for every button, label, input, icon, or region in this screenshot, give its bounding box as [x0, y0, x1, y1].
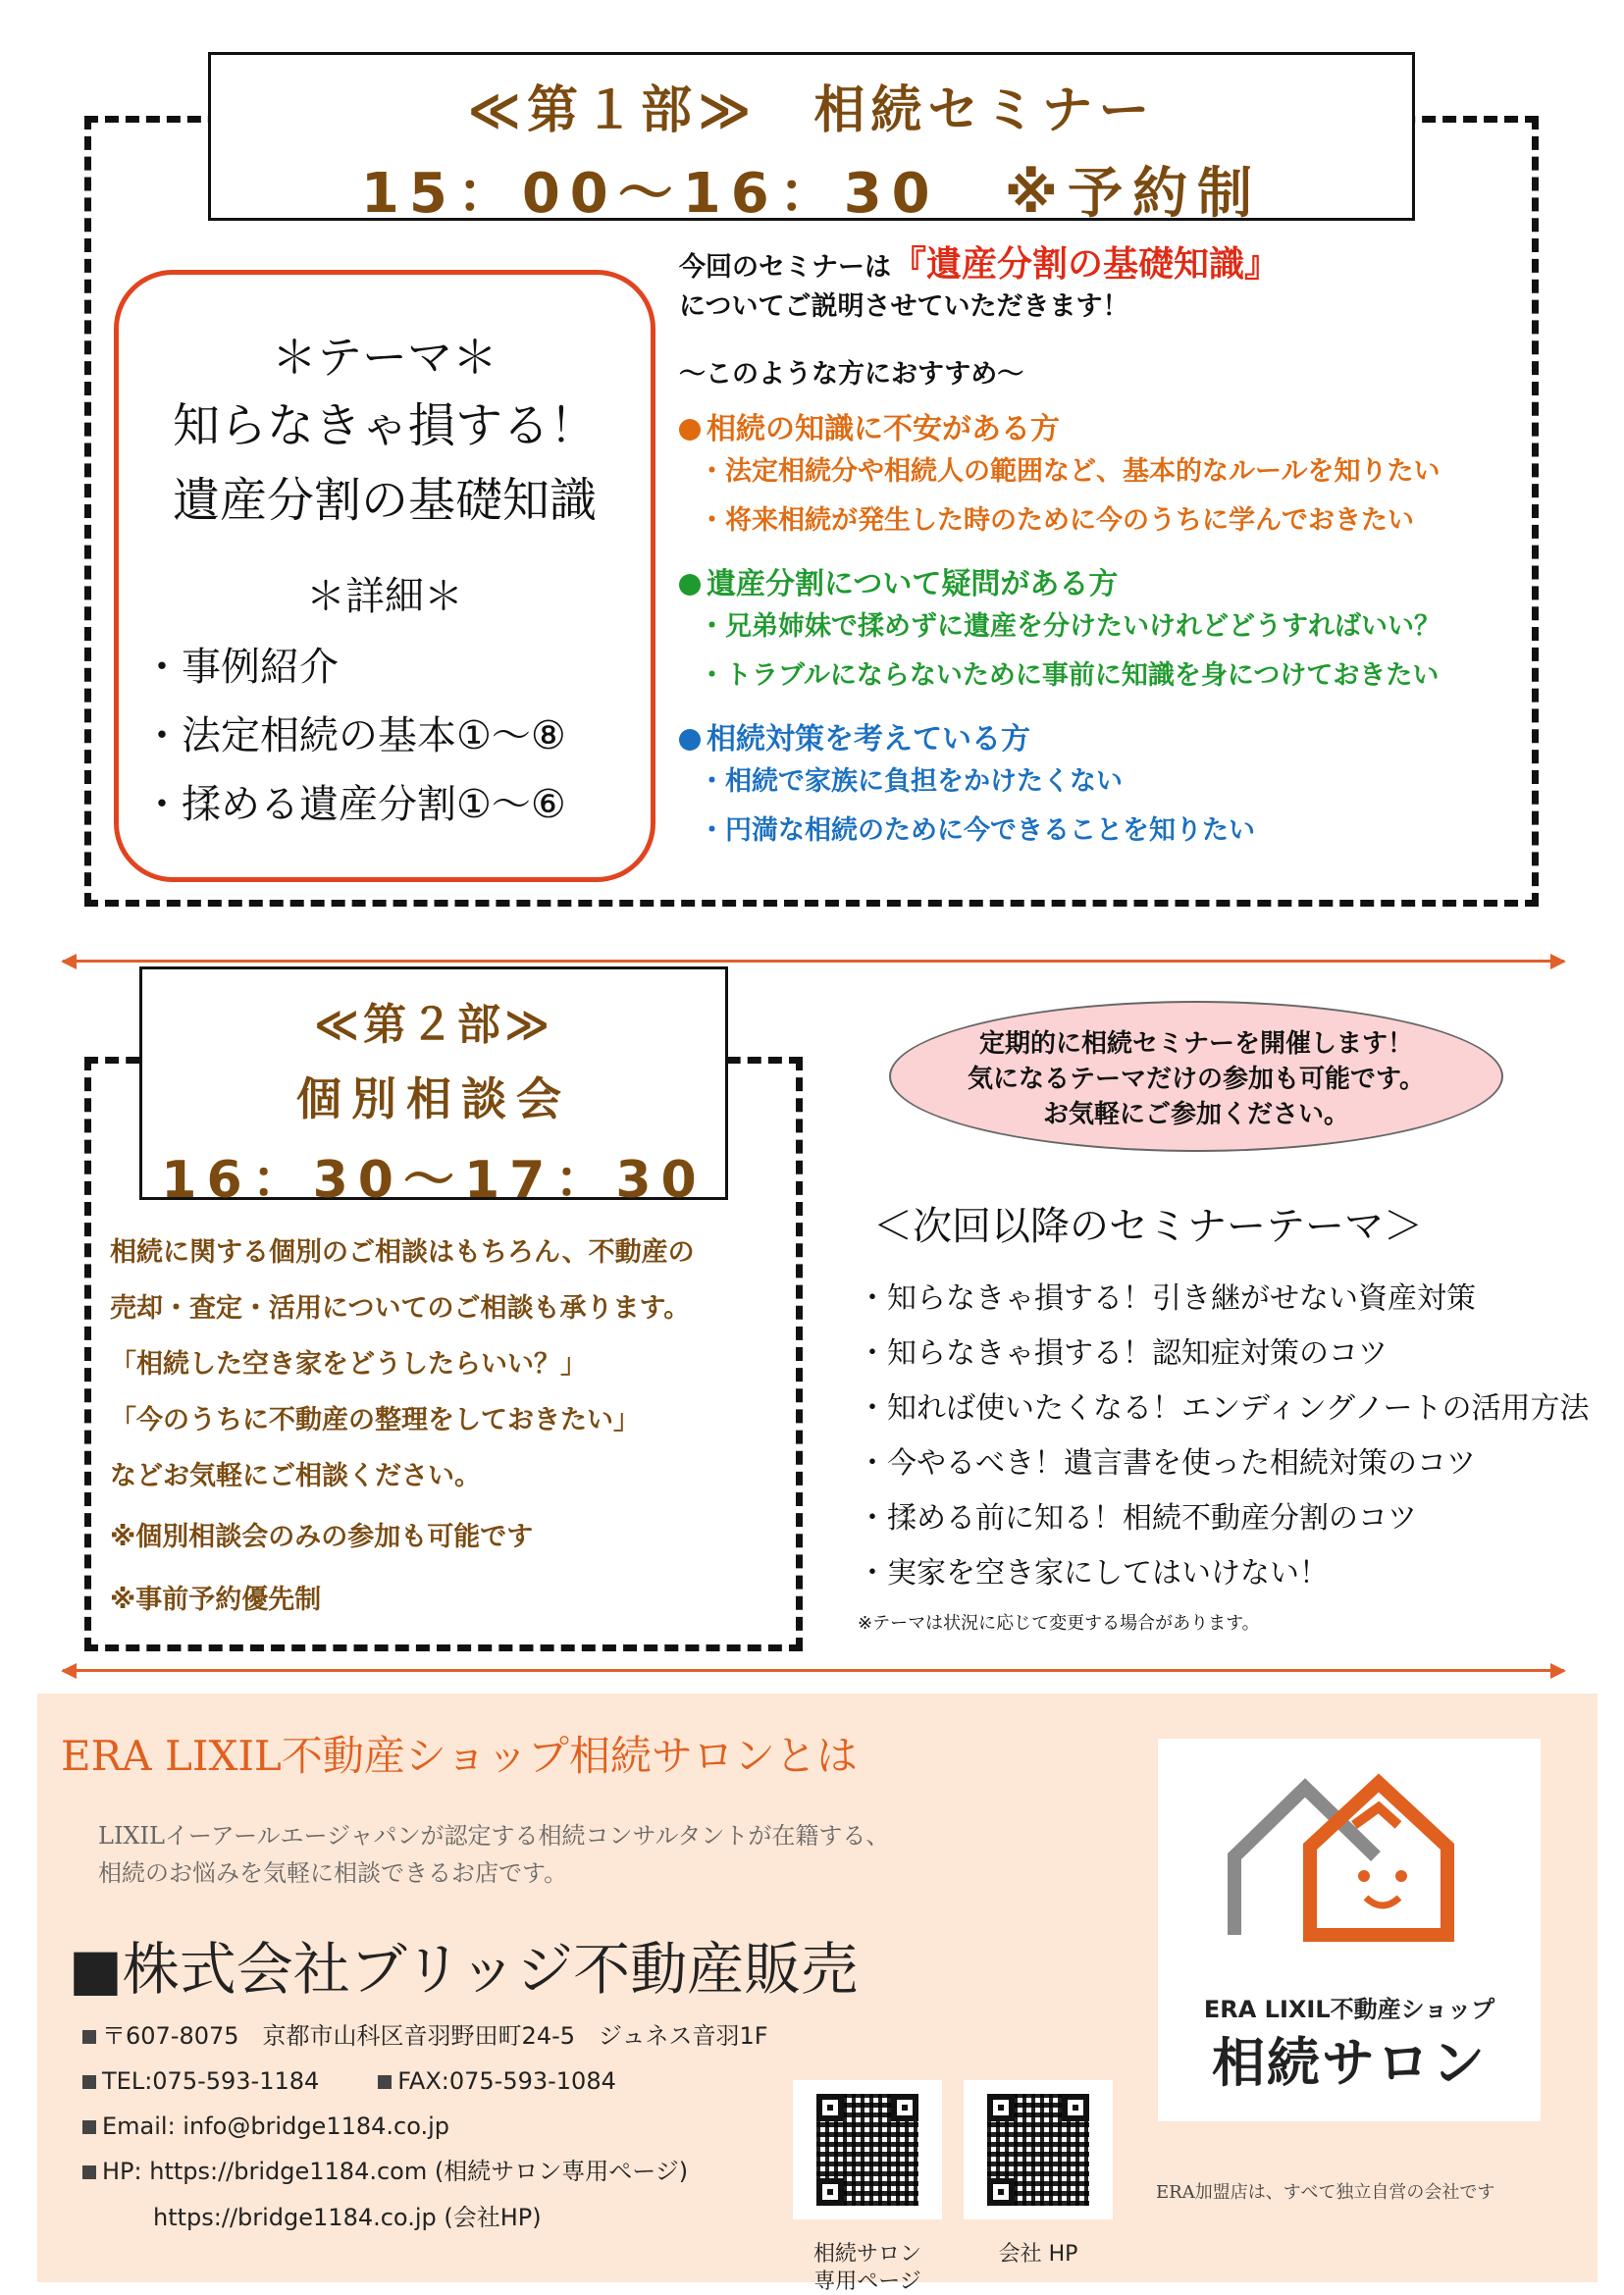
detail-item: ・揉める遺産分割①～⑥	[142, 782, 566, 827]
bullet-dot-icon	[679, 419, 701, 441]
era-desc-line: 相続のお悩みを気軽に相談できるお店です。	[98, 1859, 568, 1887]
part2-label: ≪第２部≫	[313, 1000, 554, 1050]
company-hp-link[interactable]: https://bridge1184.co.jp (会社HP)	[153, 2204, 542, 2231]
era-desc-line: LIXILイーアールエージャパンが認定する相続コンサルタントが在籍する、	[98, 1822, 890, 1850]
qr-code-salon[interactable]	[793, 2080, 942, 2219]
era-title: ERA LIXIL不動産ショップ相続サロンとは	[61, 1732, 858, 1780]
theme-title-line2: 遺産分割の基礎知識	[172, 473, 597, 528]
part1-header	[208, 52, 1415, 226]
category-title: 相続対策を考えている方	[707, 722, 1030, 756]
qr-code-icon	[987, 2094, 1089, 2206]
category-planning	[679, 714, 1543, 757]
email-link[interactable]: Email: info@bridge1184.co.jp	[102, 2112, 450, 2140]
list-item: ・揉める前に知る！相続不動産分割のコツ	[858, 1501, 1417, 1536]
hp-row	[82, 2149, 768, 2194]
part2-title: 個別相談会	[296, 1072, 571, 1125]
qr-label-line: 専用ページ	[813, 2269, 921, 2294]
list-item: ・知れば使いたくなる！エンディングノートの活用方法	[858, 1391, 1590, 1426]
detail-heading: ＊詳細＊	[306, 574, 463, 619]
bubble-line: 定期的に相続セミナーを開催します！	[978, 1029, 1413, 1059]
part1-title: ≪第１部≫ 相続セミナー	[467, 81, 1156, 140]
square-bullet-icon	[82, 2165, 96, 2179]
part2-time: 16：30～17：30	[161, 1151, 707, 1210]
theme-heading: ＊テーマ＊	[272, 331, 498, 384]
fax: FAX:075-593-1084	[397, 2067, 616, 2095]
recommend-heading: ～このような方におすすめ～	[679, 359, 1024, 390]
intro-prefix: 今回のセミナーは	[679, 252, 891, 283]
tel[interactable]: TEL:075-593-1184	[102, 2067, 320, 2095]
next-themes-list	[858, 1272, 1590, 1601]
bullet-dot-icon	[679, 574, 701, 596]
category-title: 遺産分割について疑問がある方	[707, 567, 1119, 601]
body-line: 相続に関する個別のご相談はもちろん、不動産の	[110, 1237, 695, 1268]
body-line: 売却・査定・活用についてのご相談も承ります。	[110, 1293, 691, 1324]
section-divider	[63, 1669, 1564, 1672]
intro-line1	[679, 245, 1543, 287]
qr-salon-label	[793, 2241, 942, 2295]
address: 〒607-8075 京都市山科区音羽野田町24-5 ジュネス音羽1F	[102, 2022, 768, 2050]
category-item: ・トラブルにならないために事前に知識を身につけておきたい	[699, 660, 1440, 691]
phone-row	[82, 2059, 768, 2104]
qr-code-company[interactable]	[964, 2080, 1113, 2219]
square-bullet-icon	[82, 2030, 96, 2044]
logo-brand: ERA LIXIL不動産ショップ	[1203, 1996, 1495, 2023]
bullet-dot-icon	[679, 729, 701, 751]
square-bullet-icon	[378, 2075, 392, 2089]
square-bullet-icon	[82, 2120, 96, 2134]
category-knowledge	[679, 404, 1543, 447]
intro-highlight: 『遺産分割の基礎知識』	[891, 244, 1281, 285]
intro-line2: についてご説明させていただきます！	[679, 291, 1129, 322]
next-themes-title: ＜次回以降のセミナーテーマ＞	[873, 1204, 1423, 1249]
theme-box	[114, 270, 655, 882]
note-line: ※事前予約優先制	[110, 1585, 322, 1615]
qr-code-icon	[816, 2094, 918, 2206]
body-line: 「今のうちに不動産の整理をしておきたい」	[110, 1405, 640, 1435]
part2-header	[139, 966, 728, 1210]
category-item: ・兄弟姉妹で揉めずに遺産を分けたいけれどどうすればいい？	[699, 611, 1441, 642]
detail-item: ・法定相続の基本①～⑧	[142, 713, 566, 758]
part1-time: 15：00～16：30 ※予約制	[360, 162, 1263, 226]
category-division	[679, 559, 1543, 602]
note-line: ※個別相談会のみの参加も可能です	[110, 1522, 534, 1552]
next-themes-note: ※テーマは状況に応じて変更する場合があります。	[858, 1613, 1260, 1634]
list-item: ・知らなきゃ損する！認知症対策のコツ	[858, 1336, 1388, 1371]
part1-description	[679, 245, 1543, 856]
square-bullet-icon	[82, 2075, 96, 2089]
category-item: ・法定相続分や相続人の範囲など、基本的なルールを知りたい	[699, 456, 1441, 487]
qr-label-line: 相続サロン	[812, 2242, 921, 2267]
email-row	[82, 2104, 768, 2149]
part2-body	[110, 1225, 797, 1630]
category-title: 相続の知識に不安がある方	[707, 412, 1060, 446]
list-item: ・今やるべき！遺言書を使った相続対策のコツ	[858, 1446, 1476, 1481]
section-divider	[63, 960, 1564, 963]
era-description	[98, 1817, 889, 1892]
bubble-line: お気軽にご参加ください。	[1042, 1100, 1349, 1129]
body-line: などお気軽にご相談ください。	[110, 1461, 481, 1491]
qr-company-label: 会社 HP	[998, 2242, 1078, 2267]
category-item: ・将来相続が発生した時のために今のうちに学んでおきたい	[699, 505, 1414, 536]
house-logo-icon	[1158, 1739, 1541, 1984]
list-item: ・実家を空き家にしてはいけない！	[858, 1556, 1329, 1591]
info-bubble	[889, 1001, 1503, 1152]
list-item: ・知らなきゃ損する！引き継がせない資産対策	[858, 1281, 1476, 1316]
body-line: 「相続した空き家をどうしたらいい？」	[110, 1349, 587, 1380]
bubble-line: 気になるテーマだけの参加も可能です。	[968, 1065, 1425, 1094]
theme-title-line1: 知らなきゃ損する！	[172, 398, 597, 453]
company-name: ■株式会社ブリッジ不動産販売	[69, 1936, 859, 2003]
era-note: ERA加盟店は、すべて独立自営の会社です	[1156, 2182, 1495, 2203]
logo-name: 相続サロン	[1212, 2032, 1487, 2094]
address-row	[82, 2013, 768, 2059]
detail-item: ・事例紹介	[142, 645, 339, 690]
category-item: ・円満な相続のために今できることを知りたい	[699, 815, 1255, 846]
contact-info	[82, 2013, 768, 2194]
hp-link[interactable]: HP: https://bridge1184.com (相続サロン専用ページ)	[102, 2158, 689, 2185]
detail-list	[142, 633, 651, 839]
category-item: ・相続で家族に負担をかけたくない	[699, 766, 1123, 797]
